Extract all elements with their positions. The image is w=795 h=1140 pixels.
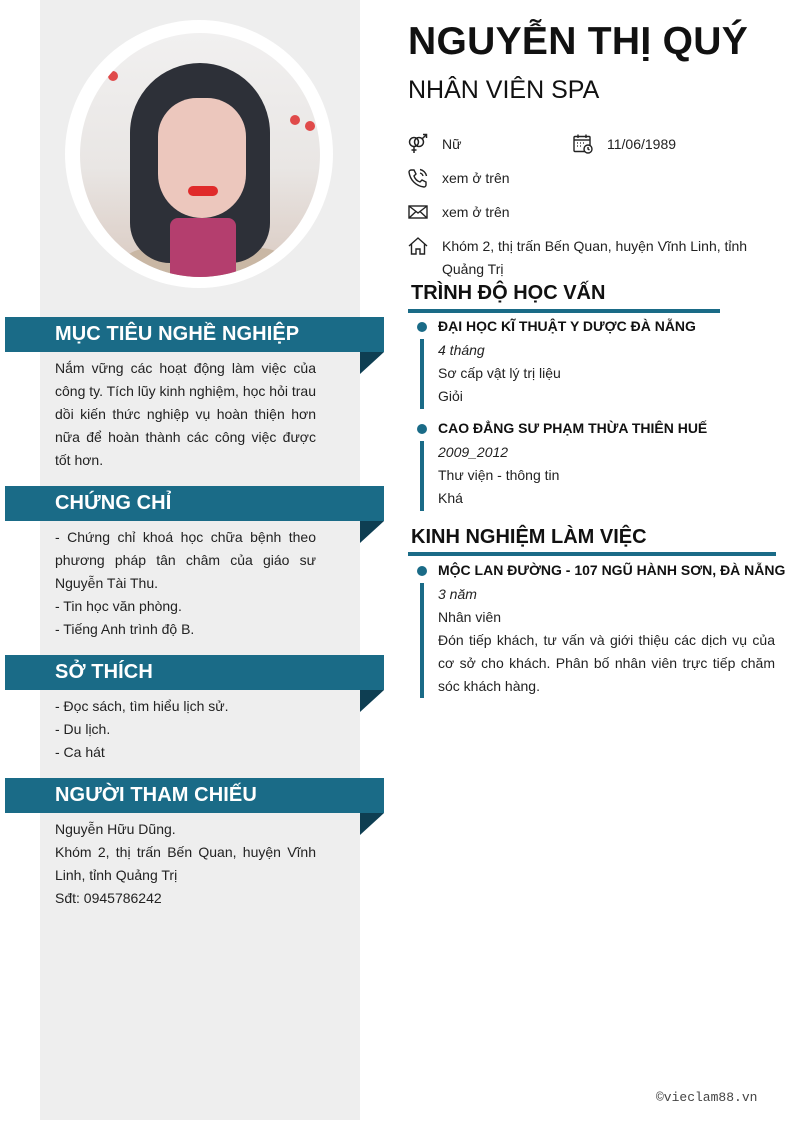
certificate-item: - Chứng chỉ khoá học chữa bệnh theo phương pháp tân châm của giáo sư Nguyễn Tài Thu. — [55, 529, 316, 591]
section-header-certificates — [5, 486, 384, 521]
avatar — [80, 33, 320, 277]
avatar-face — [158, 98, 246, 218]
email-row — [407, 201, 510, 224]
section-title: MỤC TIÊU NGHỀ NGHIỆP — [55, 323, 300, 345]
education-school: ĐẠI HỌC KĨ THUẬT Y DƯỢC ĐÀ NẴNG — [438, 318, 696, 334]
education-school: CAO ĐẲNG SƯ PHẠM THỪA THIÊN HUẾ — [438, 420, 708, 436]
education-major: Sơ cấp vật lý trị liệu — [438, 365, 561, 381]
section-underline — [408, 309, 720, 313]
address-line: Quảng Trị — [442, 261, 504, 277]
avatar-lips — [188, 186, 218, 196]
certificate-item: - Tin học văn phòng. — [55, 598, 182, 614]
phone-row — [407, 167, 510, 190]
reference-phone: Sđt: 0945786242 — [55, 890, 162, 906]
education-major: Thư viện - thông tin — [438, 467, 560, 483]
education-grade: Khá — [438, 490, 463, 506]
education-period: 4 tháng — [438, 342, 485, 358]
address-value — [442, 235, 762, 281]
references-block — [55, 818, 316, 910]
section-header-objective — [5, 317, 384, 352]
reference-name: Nguyễn Hữu Dũng. — [55, 821, 176, 837]
avatar-sweater — [170, 218, 236, 277]
ribbon-fold — [360, 690, 384, 712]
timeline-bar — [420, 583, 424, 698]
ribbon-fold — [360, 521, 384, 543]
address-line: Khóm 2, thị trấn Bến Quan, huyện Vĩnh Linh, tỉnh — [442, 238, 748, 254]
ribbon-fold — [360, 813, 384, 835]
education-grade: Giỏi — [438, 388, 463, 404]
experience-description: Đón tiếp khách, tư vấn và giới thiệu các dịch vụ của cơ sở cho khách. Phân bố nhân viên trực tiếp chăm sóc khách hàng. — [438, 632, 775, 694]
reference-address: Khóm 2, thị trấn Bến Quan, huyện Vĩnh Linh, tỉnh Quảng Trị — [55, 844, 316, 883]
experience-position: Nhân viên — [438, 609, 502, 625]
gender-icon — [407, 133, 429, 155]
objective-text: Nắm vững các hoạt động làm việc của công ty. Tích lũy kinh nghiệm, học hỏi trau dồi kiến thức nghiệp vụ hoàn thiện hơn nữa để hoàn thành các công việc được tốt hơn. — [55, 360, 316, 468]
section-header-hobbies — [5, 655, 384, 690]
phone-value: xem ở trên — [442, 170, 510, 186]
birthday-value: 11/06/1989 — [607, 136, 677, 152]
lantern-decoration — [290, 115, 300, 125]
phone-icon — [407, 167, 429, 189]
calendar-icon — [572, 133, 594, 155]
education-title: TRÌNH ĐỘ HỌC VẤN — [411, 282, 606, 304]
certificate-item: - Tiếng Anh trình độ B. — [55, 621, 195, 637]
home-icon — [407, 235, 429, 257]
section-title: NGƯỜI THAM CHIẾU — [55, 784, 257, 806]
section-header-references — [5, 778, 384, 813]
section-underline — [408, 552, 776, 556]
mail-icon — [407, 201, 429, 223]
timeline-dot — [417, 322, 427, 332]
candidate-name: NGUYỄN THỊ QUÝ — [408, 20, 749, 63]
watermark: ©vieclam88.vn — [656, 1090, 758, 1105]
section-title: CHỨNG CHỈ — [55, 492, 172, 514]
experience-period: 3 năm — [438, 586, 477, 602]
timeline-dot — [417, 566, 427, 576]
hobby-item: - Đọc sách, tìm hiểu lịch sử. — [55, 698, 229, 714]
timeline-dot — [417, 424, 427, 434]
experience-title: KINH NGHIỆM LÀM VIỆC — [411, 526, 647, 548]
certificates-list — [55, 526, 316, 641]
section-title: SỞ THÍCH — [55, 661, 153, 683]
education-period: 2009_2012 — [438, 444, 509, 460]
ribbon-fold — [360, 352, 384, 374]
lantern-decoration — [305, 121, 315, 131]
birthday-row — [572, 133, 676, 156]
timeline-bar — [420, 339, 424, 409]
hobby-item: - Du lịch. — [55, 721, 111, 737]
hobbies-list — [55, 695, 316, 764]
job-title: NHÂN VIÊN SPA — [408, 76, 600, 104]
hobby-item: - Ca hát — [55, 744, 105, 760]
gender-row — [407, 133, 461, 156]
address-row — [407, 235, 762, 281]
timeline-bar — [420, 441, 424, 511]
experience-company: MỘC LAN ĐƯỜNG - 107 NGŨ HÀNH SƠN, ĐÀ NẴNG — [438, 562, 786, 578]
lantern-decoration — [108, 71, 118, 81]
email-value: xem ở trên — [442, 204, 510, 220]
gender-value: Nữ — [442, 136, 462, 152]
